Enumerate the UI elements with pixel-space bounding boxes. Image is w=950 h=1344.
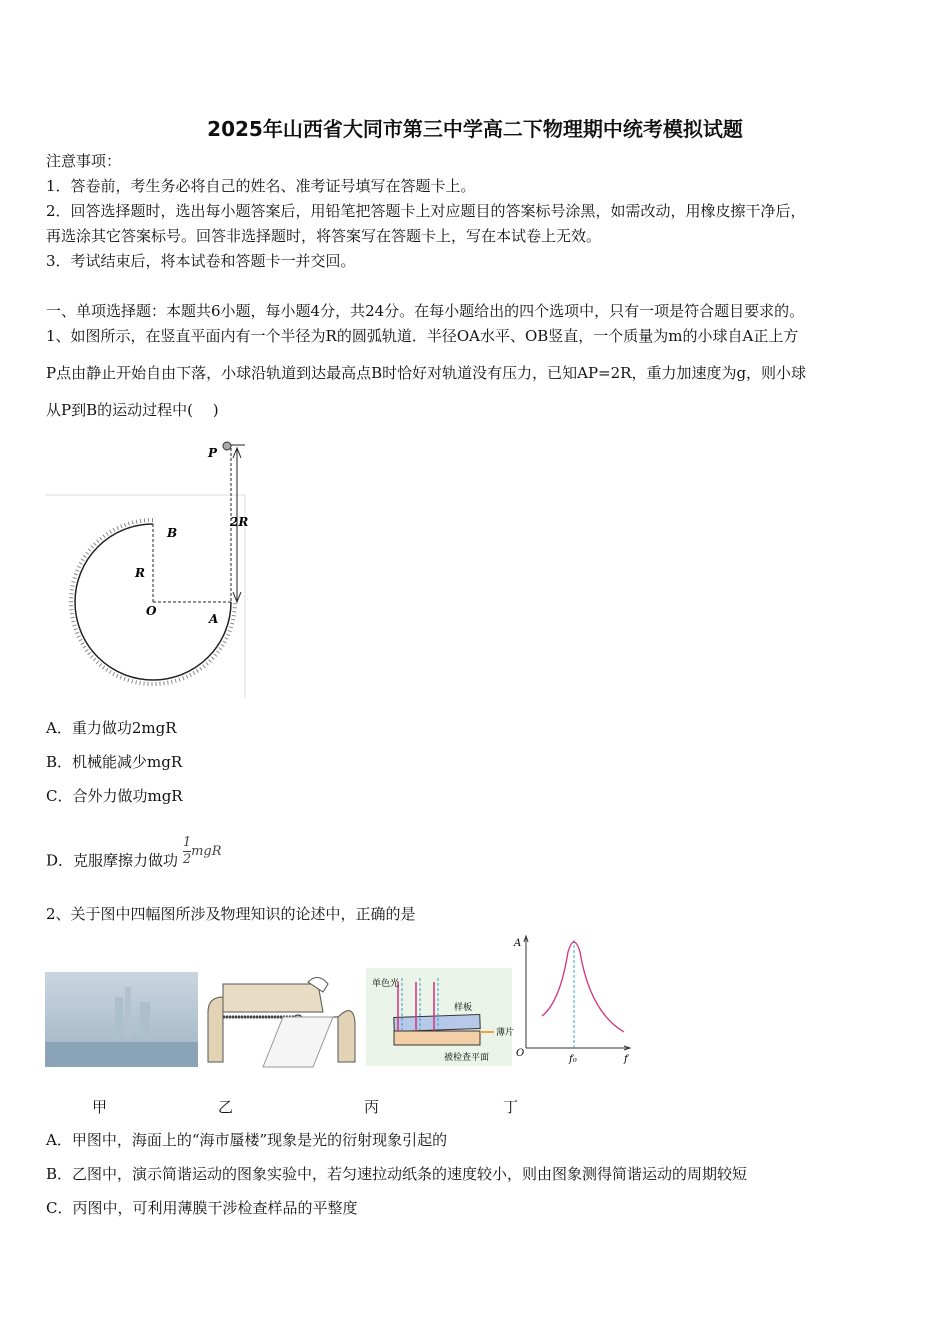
numerator: 1 [182, 835, 192, 850]
q1-option-c[interactable]: C．合外力做功mgR [46, 787, 183, 805]
label-ding: 丁 [503, 1098, 519, 1116]
fraction [183, 835, 191, 868]
option-d-text: D．克服摩擦力做功 [46, 851, 179, 870]
label-r: R [135, 566, 145, 580]
note-item: 2．回答选择题时，选出每小题答案后，用铅笔把答题卡上对应题目的答案标号涂黑，如需改动，用橡皮擦干净后， [46, 202, 806, 220]
q1-stem: 1、如图所示，在竖直平面内有一个半径为R的圆弧轨道．半径OA水平、OB竖直，一个质量为m的小球自A正上方 [46, 327, 799, 345]
note-item: 3．考试结束后，将本试卷和答题卡一并交回。 [46, 252, 356, 270]
q2-option-b[interactable]: B．乙图中，演示简谐运动的图象实验中，若匀速拉动纸条的速度较小，则由图象测得简谐运动的周期较短 [46, 1165, 748, 1183]
label-plate: 样板 [454, 1003, 473, 1013]
section-heading: 一、单项选择题：本题共6小题，每小题4分，共24分。在每小题给出的四个选项中，只有一项是符合题目要求的。 [46, 302, 805, 320]
label-jia: 甲 [92, 1098, 108, 1116]
page-title: 2025年山西省大同市第三中学高二下物理期中统考模拟试题 [207, 117, 743, 141]
label-o: O [146, 604, 157, 618]
label-b: B [167, 526, 178, 540]
note-item: 1．答卷前，考生务必将自己的姓名、准考证号填写在答题卡上。 [46, 177, 476, 195]
q1-stem: 从P到B的运动过程中( ) [46, 401, 219, 419]
q2-option-a[interactable]: A．甲图中，海面上的“海市蜃楼”现象是光的衍射现象引起的 [46, 1131, 448, 1149]
axis-label-a: A [514, 938, 522, 949]
label-2r: 2R [230, 515, 249, 529]
figure-ding-resonance [512, 932, 637, 1070]
label-p: P [208, 446, 218, 460]
q2-stem: 2、关于图中四幅图所涉及物理知识的论述中，正确的是 [46, 905, 416, 923]
axis-label-f: f [624, 1054, 628, 1065]
math-tail: mgR [191, 843, 222, 859]
q1-option-b[interactable]: B．机械能减少mgR [46, 753, 183, 771]
q1-option-a[interactable]: A．重力做功2mgR [46, 719, 177, 737]
figure-bing-interference [366, 968, 515, 1066]
label-yi: 乙 [218, 1098, 234, 1116]
q1-stem: P点由静止开始自由下落，小球沿轨道到达最高点B时恰好对轨道没有压力，已知AP=2R，重力加速度为g，则小球 [46, 364, 807, 382]
q1-option-d[interactable] [46, 835, 222, 878]
label-f0: f₀ [569, 1054, 577, 1065]
label-bing: 丙 [364, 1098, 380, 1116]
notes-heading: 注意事项： [46, 152, 122, 170]
figure-yi-pendulum [203, 972, 358, 1067]
label-sheet: 薄片 [496, 1028, 515, 1038]
note-item: 再选涂其它答案标号。回答非选择题时，将答案写在答题卡上，写在本试卷上无效。 [46, 227, 602, 245]
origin-label: O [516, 1048, 525, 1059]
label-a: A [209, 612, 219, 626]
label-light: 单色光 [372, 979, 400, 989]
denominator: 2 [182, 852, 192, 867]
figure-jia-mirage [45, 972, 198, 1067]
q1-figure [45, 440, 255, 700]
q2-option-c[interactable]: C．丙图中，可利用薄膜干涉检查样品的平整度 [46, 1199, 358, 1217]
label-surface: 被检查平面 [444, 1053, 490, 1063]
